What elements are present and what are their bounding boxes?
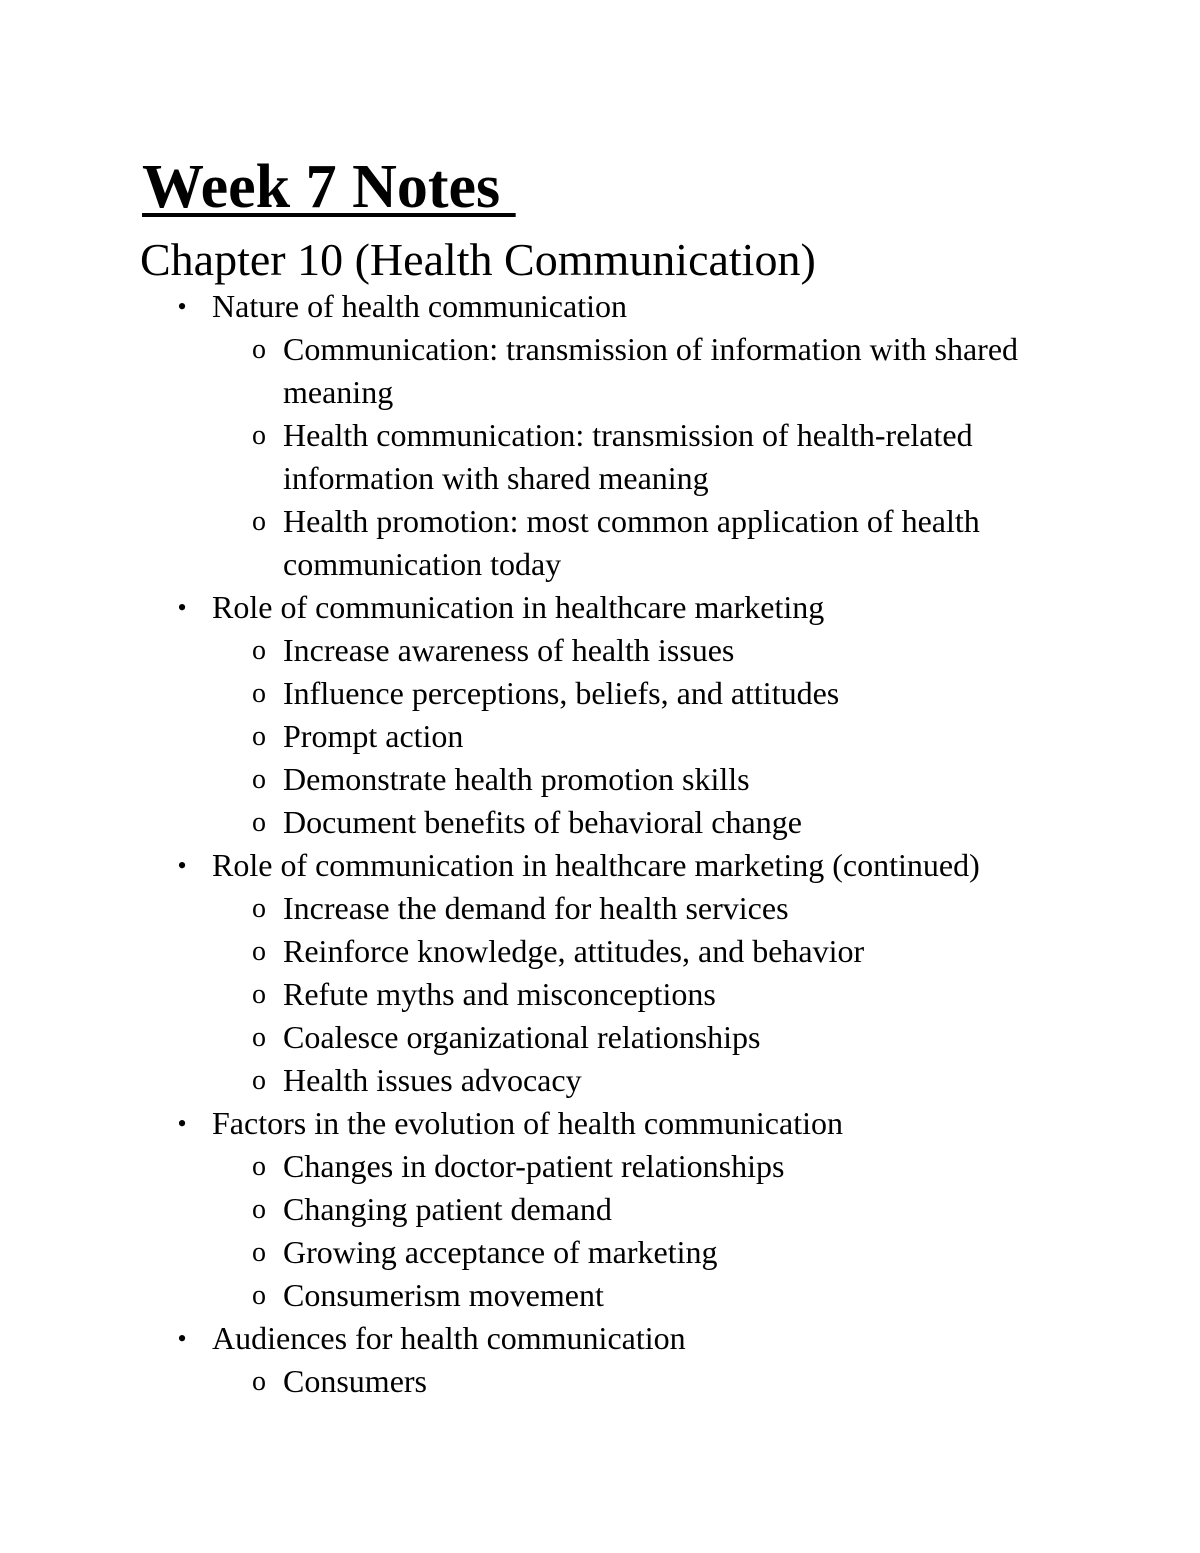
- sub-item-text: Refute myths and misconceptions: [283, 976, 716, 1012]
- sub-item-text: Increase awareness of health issues: [283, 632, 735, 668]
- outline-topic: [0, 844, 1200, 1102]
- sub-item-text: Prompt action: [283, 718, 464, 754]
- sub-list: [0, 328, 1200, 586]
- bullet-dot-icon: •: [177, 1109, 187, 1138]
- bullet-circle-icon: o: [252, 420, 266, 451]
- outline-topic: [0, 285, 1200, 586]
- bullet-circle-icon: o: [252, 506, 266, 537]
- sub-item: [0, 1231, 1200, 1274]
- bullet-circle-icon: o: [252, 979, 266, 1010]
- sub-list: [0, 1145, 1200, 1317]
- bullet-circle-icon: o: [252, 334, 266, 365]
- sub-item: [0, 930, 1200, 973]
- sub-item: [0, 1059, 1200, 1102]
- bullet-circle-icon: o: [252, 1194, 266, 1225]
- sub-item: [0, 887, 1200, 930]
- sub-item-text: Coalesce organizational relationships: [283, 1019, 761, 1055]
- topic-label: Factors in the evolution of health communication: [212, 1105, 843, 1141]
- bullet-circle-icon: o: [252, 1065, 266, 1096]
- bullet-circle-icon: o: [252, 1280, 266, 1311]
- sub-item: [0, 672, 1200, 715]
- sub-item: [0, 629, 1200, 672]
- topic-label: Nature of health communication: [212, 288, 627, 324]
- sub-item: [0, 500, 1200, 586]
- bullet-dot-icon: •: [177, 851, 187, 880]
- topic-label: Role of communication in healthcare marketing (continued): [212, 847, 980, 883]
- sub-item-text: Document benefits of behavioral change: [283, 804, 802, 840]
- sub-item-text: Changing patient demand: [283, 1191, 612, 1227]
- sub-item: [0, 1274, 1200, 1317]
- sub-item-text: Changes in doctor-patient relationships: [283, 1148, 785, 1184]
- page-title: Week 7 Notes: [142, 153, 516, 221]
- sub-item: [0, 1360, 1200, 1403]
- bullet-circle-icon: o: [252, 936, 266, 967]
- sub-item-text: Health issues advocacy: [283, 1062, 582, 1098]
- sub-item: [0, 715, 1200, 758]
- outline-topic: [0, 1102, 1200, 1317]
- sub-item: [0, 758, 1200, 801]
- bullet-dot-icon: •: [177, 593, 187, 622]
- bullet-circle-icon: o: [252, 1151, 266, 1182]
- sub-item-text: Influence perceptions, beliefs, and attitudes: [283, 675, 840, 711]
- topic-label: Audiences for health communication: [212, 1320, 686, 1356]
- sub-item-text: Communication: transmission of information with shared meaning: [283, 331, 1019, 410]
- sub-list: [0, 1360, 1200, 1403]
- bullet-circle-icon: o: [252, 764, 266, 795]
- sub-item: [0, 1188, 1200, 1231]
- sub-item-text: Demonstrate health promotion skills: [283, 761, 750, 797]
- sub-item-text: Health promotion: most common application of health communication today: [283, 503, 980, 582]
- bullet-dot-icon: •: [177, 1324, 187, 1353]
- sub-item: [0, 414, 1200, 500]
- bullet-circle-icon: o: [252, 1366, 266, 1397]
- bullet-circle-icon: o: [252, 635, 266, 666]
- bullet-dot-icon: •: [177, 292, 187, 321]
- sub-item-text: Consumers: [283, 1363, 427, 1399]
- notes-outline: [0, 285, 1200, 1403]
- sub-item-text: Increase the demand for health services: [283, 890, 789, 926]
- sub-item: [0, 973, 1200, 1016]
- sub-item: [0, 1145, 1200, 1188]
- sub-item: [0, 1016, 1200, 1059]
- bullet-circle-icon: o: [252, 893, 266, 924]
- bullet-circle-icon: o: [252, 807, 266, 838]
- sub-item: [0, 801, 1200, 844]
- bullet-circle-icon: o: [252, 678, 266, 709]
- topic-label: Role of communication in healthcare marketing: [212, 589, 825, 625]
- sub-item-text: Reinforce knowledge, attitudes, and behavior: [283, 933, 865, 969]
- sub-item-text: Health communication: transmission of health-related information with shared meaning: [283, 417, 973, 496]
- outline-topic: [0, 586, 1200, 844]
- sub-item-text: Consumerism movement: [283, 1277, 604, 1313]
- sub-list: [0, 629, 1200, 844]
- chapter-heading: Chapter 10 (Health Communication): [140, 234, 816, 285]
- bullet-circle-icon: o: [252, 721, 266, 752]
- sub-item-text: Growing acceptance of marketing: [283, 1234, 718, 1270]
- sub-list: [0, 887, 1200, 1102]
- bullet-circle-icon: o: [252, 1237, 266, 1268]
- bullet-circle-icon: o: [252, 1022, 266, 1053]
- outline-topic: [0, 1317, 1200, 1403]
- sub-item: [0, 328, 1200, 414]
